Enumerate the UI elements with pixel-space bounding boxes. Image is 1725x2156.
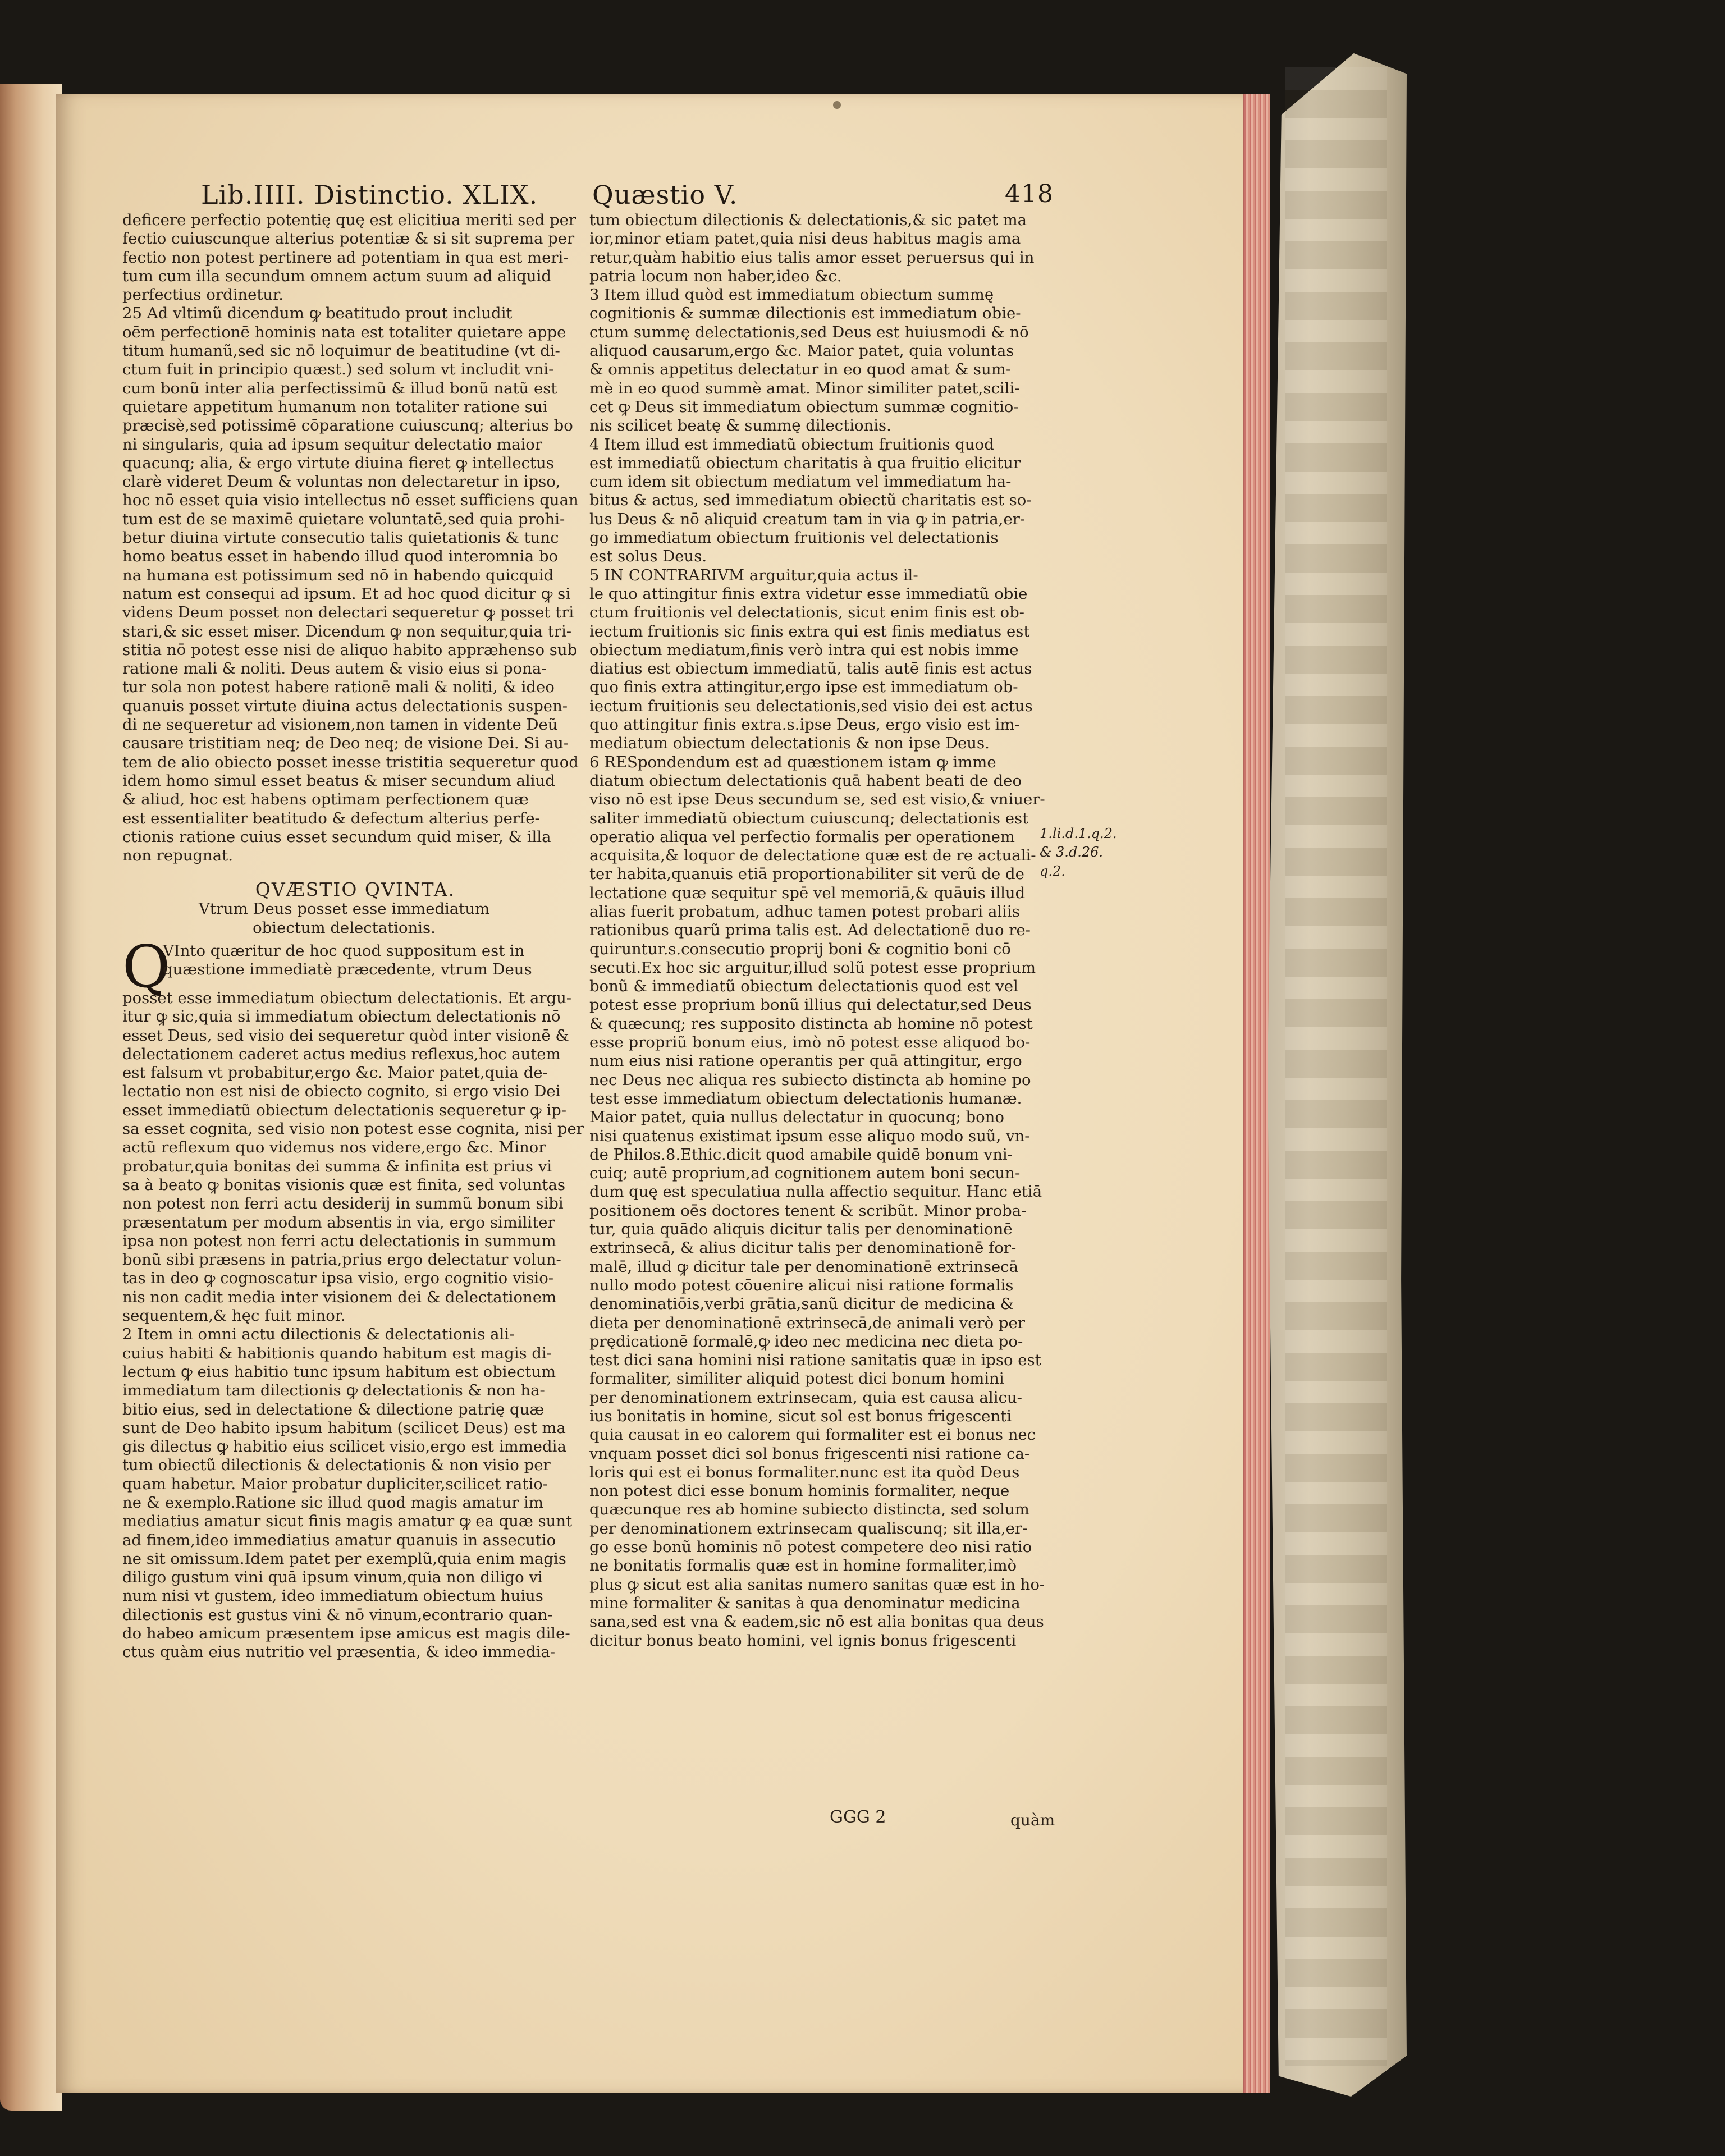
text-line: obiectum mediatum,finis verò intra qui est nobis imme: [589, 640, 1019, 659]
text-line: tum cum illa secundum omnem actum suum ad aliquid: [122, 267, 551, 285]
text-line: ter habita,quanuis etiā proportionabiliter sit verũ de de: [589, 865, 1024, 884]
text-line: 6 RESpondendum est ad quæstionem istam ꝙ imme: [589, 753, 996, 771]
text-line: plus ꝙ sicut est alia sanitas numero sanitas quæ est in ho-: [589, 1575, 1045, 1594]
text-line: viso nō est ipse Deus secundum se, sed est visio,& vniuer-: [589, 790, 1045, 809]
text-line: dum quę est speculatiua nulla affectio sequitur. Hanc etiā: [589, 1183, 1042, 1201]
text-line: go esse bonũ hominis nō potest competere deo nisi ratio: [589, 1538, 1032, 1557]
running-head-left: Lib.IIII. Distinctio. XLIX.: [201, 180, 538, 210]
text-line: gis dilectus ꝙ habitio eius scilicet visio,ergo est immedia: [122, 1438, 566, 1456]
text-line: VInto quæritur de hoc quod suppositum est in: [163, 941, 525, 960]
text-line: sana,sed est vna & eadem,sic nō est alia bonitas qua deus: [589, 1613, 1044, 1631]
text-line: cet ꝙ Deus sit immediatum obiectum summæ cognitio-: [589, 397, 1019, 416]
text-line: & quæcunq; res supposito distincta ab homine nō potest: [589, 1014, 1033, 1033]
text-line: fectio cuiuscunque alterius potentiæ & si sit suprema per: [122, 230, 575, 248]
text-line: ratione mali & noliti. Deus autem & visio eius si pona-: [122, 660, 547, 678]
left-text-column: [122, 211, 584, 1662]
text-line: ne & exemplo.Ratione sic illud quod magis amatur im: [122, 1494, 543, 1512]
text-line: bitio eius, sed in delectatione & dilectione patrię quæ: [122, 1400, 545, 1418]
text-line: ctum fuit in principio quæst.) sed solum vt includit vni-: [122, 360, 554, 379]
text-line: de Philos.8.Ethic.dicit quod amabile quidē bonum vni-: [589, 1145, 1013, 1164]
text-line: quanuis posset virtute diuina actus delectationis suspen-: [122, 697, 568, 715]
text-line: sa esset cognita, sed visio non potest esse cognita, nisi per: [122, 1120, 584, 1138]
text-line: posset esse immediatum obiectum delectationis. Et argu-: [122, 988, 572, 1007]
text-line: est falsum vt probabitur,ergo &c. Maior patet,quia de-: [122, 1064, 548, 1082]
text-line: ctionis ratione cuius esset secundum quid miser, & illa: [122, 827, 551, 846]
text-line: clarè videret Deum & voluntas non delectaretur in ipso,: [122, 473, 561, 491]
text-line: ne sit omissum.Idem patet per exemplũ,quia enim magis: [122, 1549, 566, 1568]
text-line: 4 Item illud est immediatũ obiectum fruitionis quod: [589, 435, 994, 454]
text-line: idem homo simul esset beatus & miser secundum aliud: [122, 771, 555, 790]
text-line: immediatum tam dilectionis ꝙ delectationis & non ha-: [122, 1381, 545, 1400]
binding-texture: [1285, 67, 1387, 2066]
text-line: malē, illud ꝙ dicitur tale per denominationē extrinsecā: [589, 1257, 1019, 1276]
text-line: est essentialiter beatitudo & defectum alterius perfe-: [122, 809, 540, 827]
text-line: iectum fruitionis sic finis extra qui est finis mediatus est: [589, 622, 1030, 640]
text-line: quæcunque res ab homine subiecto distincta, sed solum: [589, 1500, 1029, 1519]
page-red-edges: [1243, 94, 1270, 2093]
text-line: ne bonitatis formalis quæ est in homine formaliter,imò: [589, 1557, 1017, 1575]
text-line: num nisi vt gustem, ideo immediatum obiectum huius: [122, 1587, 543, 1605]
text-line: stari,& sic esset miser. Dicendum ꝙ non sequitur,quia tri-: [122, 622, 572, 640]
text-line: non repugnat.: [122, 846, 233, 865]
question-subtitle-line-2: obiectum delectationis.: [253, 918, 436, 937]
text-line: hoc nō esset quia visio intellectus nō esset sufficiens quan: [122, 491, 579, 510]
text-line: rationibus quarũ prima talis est. Ad delectationē duo re-: [589, 921, 1031, 940]
text-line: sunt de Deo habito ipsum habitum (scilicet Deus) est ma: [122, 1418, 566, 1437]
text-line: cuiq; autē proprium,ad cognitionem autem boni secun-: [589, 1164, 1021, 1183]
text-line: cum bonũ inter alia perfectissimũ & illud bonũ natũ est: [122, 379, 557, 397]
text-line: aliquod causarum,ergo &c. Maior patet, quia voluntas: [589, 342, 1014, 360]
text-line: perfectius ordinetur.: [122, 286, 284, 304]
text-line: ius bonitatis in homine, sicut sol est bonus frigescenti: [589, 1407, 1012, 1425]
text-line: quiruntur.s.consecutio proprij boni & cognitio boni cō: [589, 940, 1011, 958]
page-mark: [833, 101, 841, 109]
page-number: 418: [1005, 180, 1054, 208]
text-line: tur, quia quādo aliquis dicitur talis per denominationē: [589, 1220, 1013, 1239]
text-line: est immediatũ obiectum charitatis à qua fruitio elicitur: [589, 454, 1021, 472]
text-line: deficere perfectio potentię quę est elicitiua meriti sed per: [122, 211, 576, 229]
text-line: ni singularis, quia ad ipsum sequitur delectatio maior: [122, 435, 542, 454]
text-line: tum obiectum dilectionis & delectationis,& sic patet ma: [589, 211, 1027, 229]
text-line: vnquam posset dici sol bonus frigescenti nisi ratione ca-: [589, 1444, 1030, 1463]
text-line: diatum obiectum delectationis quā habent beati de deo: [589, 771, 1022, 790]
text-line: formaliter, similiter aliquid potest dici bonum homini: [589, 1370, 1004, 1388]
text-line: num eius nisi ratione operantis per quā attingitur, ergo: [589, 1052, 1022, 1070]
text-line: videns Deum posset non delectari sequeretur ꝙ posset tri: [122, 603, 574, 622]
text-line: homo beatus esset in habendo illud quod interomnia bo: [122, 547, 559, 566]
text-line: cuius habiti & habitionis quando habitum est magis di-: [122, 1344, 552, 1362]
drop-cap-lines: [122, 942, 566, 979]
text-line: quia causat in eo calorem qui formaliter est ei bonus nec: [589, 1426, 1036, 1444]
text-line: ctum summę delectationis,sed Deus est huiusmodi & nō: [589, 323, 1029, 341]
text-line: lus Deus & nō aliquid creatum tam in via ꝙ in patria,er-: [589, 510, 1026, 528]
text-line: nec Deus nec aliqua res subiecto distincta ab homine po: [589, 1070, 1031, 1089]
catchword: quàm: [1010, 1811, 1055, 1829]
text-line: probatur,quia bonitas dei summa & infinita est prius vi: [122, 1157, 552, 1175]
text-line: natum est consequi ad ipsum. Et ad hoc quod dicitur ꝙ si: [122, 584, 571, 603]
text-line: est solus Deus.: [589, 547, 707, 566]
text-line: tum est de se maximē quietare voluntatē,sed quia prohi-: [122, 510, 565, 528]
signature-mark: GGG 2: [830, 1807, 886, 1827]
text-line: bonũ & immediatũ obiectum delectationis quod est vel: [589, 977, 1018, 996]
text-line: præcisè,sed potissimē cōparatione cuiuscunq; alterius bo: [122, 416, 573, 435]
text-line: causare tristitiam neq; de Deo neq; de visione Dei. Si au-: [122, 734, 569, 753]
text-line: Maior patet, quia nullus delectatur in quocunq; bono: [589, 1108, 1004, 1127]
text-line: do habeo amicum præsentem ipse amicus est magis dile-: [122, 1624, 570, 1643]
text-line: cognitionis & summæ dilectionis est immediatum obie-: [589, 304, 1021, 323]
text-line: fectio non potest pertinere ad potentiam in qua est meri-: [122, 248, 569, 267]
text-line: na humana est potissimum sed nō in habendo quicquid: [122, 566, 554, 584]
question-subtitle-line-1: Vtrum Deus posset esse immediatum: [198, 900, 490, 918]
text-line: quietare appetitum humanum non totaliter ratione sui: [122, 397, 548, 416]
text-line: go immediatum obiectum fruitionis vel delectationis: [589, 529, 999, 547]
text-line: & aliud, hoc est habens optimam perfectionem quæ: [122, 790, 529, 809]
text-line: alias fuerit probatum, adhuc tamen potest probari aliis: [589, 902, 1020, 921]
drop-cap: Q: [122, 932, 171, 1001]
margin-note-line: 1.li.d.1.q.2.: [1040, 826, 1117, 841]
text-line: 5 IN CONTRARIVM arguitur,quia actus il-: [589, 566, 918, 584]
text-line: di ne sequeretur ad visionem,non tamen in vidente Deũ: [122, 716, 558, 734]
text-line: per denominationem extrinsecam, quia est causa alicu-: [589, 1388, 1022, 1407]
text-line: acquisita,& loquor de delectatione quæ est de re actuali-: [589, 846, 1036, 865]
text-line: saliter immediatũ obiectum cuiuscunq; delectationis est: [589, 809, 1029, 827]
text-line: mediatius amatur sicut finis magis amatur ꝙ ea quæ sunt: [122, 1512, 573, 1531]
text-line: non potest non ferri actu desiderij in summũ bonum sibi: [122, 1194, 564, 1213]
margin-note-line: q.2.: [1040, 863, 1065, 879]
text-line: 2 Item in omni actu dilectionis & delectationis ali-: [122, 1325, 515, 1344]
text-line: bitus & actus, sed immediatum obiectũ charitatis est so-: [589, 491, 1032, 510]
text-line: actũ reflexum quo videmus nos videre,ergo &c. Minor: [122, 1138, 546, 1157]
text-line: ctum fruitionis vel delectationis, sicut enim finis est ob-: [589, 603, 1024, 622]
margin-reference: [1040, 824, 1117, 880]
text-line: mine formaliter & sanitas à qua denominatur medicina: [589, 1594, 1021, 1612]
text-line: ctus quàm eius nutritio vel præsentia, & ideo immedia-: [122, 1643, 556, 1661]
text-line: ipsa non potest non ferri actu delectationis in summum: [122, 1232, 556, 1250]
text-line: quo finis extra attingitur,ergo ipse est immediatum ob-: [589, 678, 1018, 697]
text-line: nullo modo potest cōuenire alicui nisi ratione formalis: [589, 1276, 1014, 1294]
left-column-lower-text: [122, 988, 584, 1662]
text-line: test esse immediatum obiectum delectationis humanæ.: [589, 1089, 1022, 1107]
text-line: esse propriũ bonum eius, imò nō potest esse aliquod bo-: [589, 1033, 1031, 1052]
right-text-column: [589, 211, 1045, 1650]
text-line: stitia nō potest esse nisi de aliquo habito appræhenso sub: [122, 640, 578, 659]
text-line: sa à beato ꝙ bonitas visionis quæ est finita, sed voluntas: [122, 1175, 565, 1194]
text-line: lectum ꝙ eius habitio tunc ipsum habitum est obiectum: [122, 1362, 556, 1381]
text-line: dilectionis est gustus vini & nō vinum,econtrario quan-: [122, 1605, 553, 1624]
text-line: quo attingitur finis extra.s.ipse Deus, ergo visio est im-: [589, 716, 1020, 734]
text-line: lectatione quæ sequitur spē vel memoriā,& quāuis illud: [589, 884, 1026, 902]
text-line: præsentatum per modum absentis in via, ergo similiter: [122, 1213, 555, 1232]
text-line: quacunq; alia, & ergo virtute diuina fieret ꝙ intellectus: [122, 454, 554, 472]
text-line: dieta per denominationē extrinsecā,de animali verò per: [589, 1313, 1025, 1332]
text-line: operatio aliqua vel perfectio formalis per operationem: [589, 827, 1015, 846]
text-line: nis non cadit media inter visionem dei & delectationem: [122, 1288, 557, 1306]
text-line: betur diuina virtute consecutio talis quietationis & tunc: [122, 529, 559, 547]
text-line: 25 Ad vltimũ dicendum ꝙ beatitudo prout includit: [122, 304, 513, 323]
text-line: esset Deus, sed visio dei sequeretur quòd inter visionē &: [122, 1026, 569, 1045]
right-column-text: [589, 211, 1045, 1650]
text-line: lectatio non est nisi de obiecto cognito, si ergo visio Dei: [122, 1082, 561, 1101]
text-line: nisi quatenus existimat ipsum esse aliquo modo suũ, vn-: [589, 1127, 1030, 1145]
text-line: nis scilicet beatę & summę dilectionis.: [589, 416, 891, 435]
text-line: delectationem caderet actus medius reflexus,hoc autem: [122, 1045, 561, 1063]
text-line: per denominationem extrinsecam qualiscunq; sit illa,er-: [589, 1519, 1028, 1537]
text-line: diligo gustum vini quā ipsum vinum,quia non diligo vi: [122, 1568, 543, 1587]
text-line: retur,quàm habitio eius talis amor esset peruersus qui in: [589, 248, 1035, 267]
text-line: positionem oēs doctores tenent & scribũt. Minor proba-: [589, 1201, 1027, 1220]
text-line: le quo attingitur finis extra videtur esse immediatũ obie: [589, 584, 1028, 603]
text-line: oēm perfectionē hominis nata est totaliter quietare appe: [122, 323, 566, 341]
text-line: prędicationē formalē,ꝙ ideo nec medicina nec dieta po-: [589, 1332, 1023, 1351]
margin-note-line: & 3.d.26.: [1040, 844, 1104, 860]
text-line: dicitur bonus beato homini, vel ignis bonus frigescenti: [589, 1631, 1017, 1650]
text-line: iectum fruitionis seu delectationis,sed visio dei est actus: [589, 697, 1033, 715]
text-line: non potest dici esse bonum hominis formaliter, neque: [589, 1482, 1010, 1500]
text-line: tas in deo ꝙ cognoscatur ipsa visio, ergo cognitio visio-: [122, 1269, 554, 1288]
text-line: quæstione immediatè præcedente, vtrum Deus: [163, 960, 532, 979]
text-line: tum obiectũ dilectionis & delectationis & non visio per: [122, 1456, 551, 1475]
text-line: ad finem,ideo immediatius amatur quanuis in assecutio: [122, 1531, 556, 1549]
running-head-right: Quæstio V.: [592, 180, 738, 210]
text-line: patria locum non haber,ideo &c.: [589, 267, 842, 285]
text-line: mè in eo quod summè amat. Minor similiter patet,scili-: [589, 379, 1020, 397]
question-title: QVÆSTIO QVINTA.: [255, 878, 456, 901]
text-line: tur sola non potest habere rationē mali & noliti, & ideo: [122, 678, 555, 697]
text-line: quam habetur. Maior probatur dupliciter,scilicet ratio-: [122, 1475, 548, 1493]
text-line: denominatiōis,verbi grātia,sanũ dicitur de medicina &: [589, 1295, 1014, 1313]
text-line: diatius est obiectum immediatũ, talis autē finis est actus: [589, 660, 1032, 678]
text-line: titum humanũ,sed sic nō loquimur de beatitudine (vt di-: [122, 342, 560, 360]
text-line: esset immediatũ obiectum delectationis sequeretur ꝙ ip-: [122, 1101, 566, 1119]
text-line: potest esse proprium bonũ illius qui delectatur,sed Deus: [589, 996, 1032, 1014]
text-line: mediatum obiectum delectationis & non ipse Deus.: [589, 734, 990, 753]
text-line: loris qui est ei bonus formaliter.nunc est ita quòd Deus: [589, 1463, 1020, 1481]
text-line: ior,minor etiam patet,quia nisi deus habitus magis ama: [589, 230, 1021, 248]
text-line: & omnis appetitus delectatur in eo quod amat & sum-: [589, 360, 1012, 379]
text-line: itur ꝙ sic,quia si immediatum obiectum delectationis nō: [122, 1008, 561, 1026]
text-line: bonũ sibi præsens in patria,prius ergo delectatur volun-: [122, 1251, 561, 1269]
left-column-upper-text: [122, 211, 579, 865]
text-line: tem de alio obiecto posset inesse tristitia sequeretur quod: [122, 753, 579, 771]
left-page-edge: [0, 84, 62, 2111]
text-line: sequentem,& hęc fuit minor.: [122, 1307, 346, 1325]
text-line: test dici sana homini nisi ratione sanitatis quæ in ipso est: [589, 1351, 1041, 1370]
text-line: 3 Item illud quòd est immediatum obiectum summę: [589, 286, 994, 304]
text-line: extrinsecā, & alius dicitur talis per denominationē for-: [589, 1239, 1017, 1257]
text-line: secuti.Ex hoc sic arguitur,illud solũ potest esse proprium: [589, 958, 1036, 977]
text-line: cum idem sit obiectum mediatum vel immediatum ha-: [589, 473, 1012, 491]
section-gap: [122, 865, 566, 875]
